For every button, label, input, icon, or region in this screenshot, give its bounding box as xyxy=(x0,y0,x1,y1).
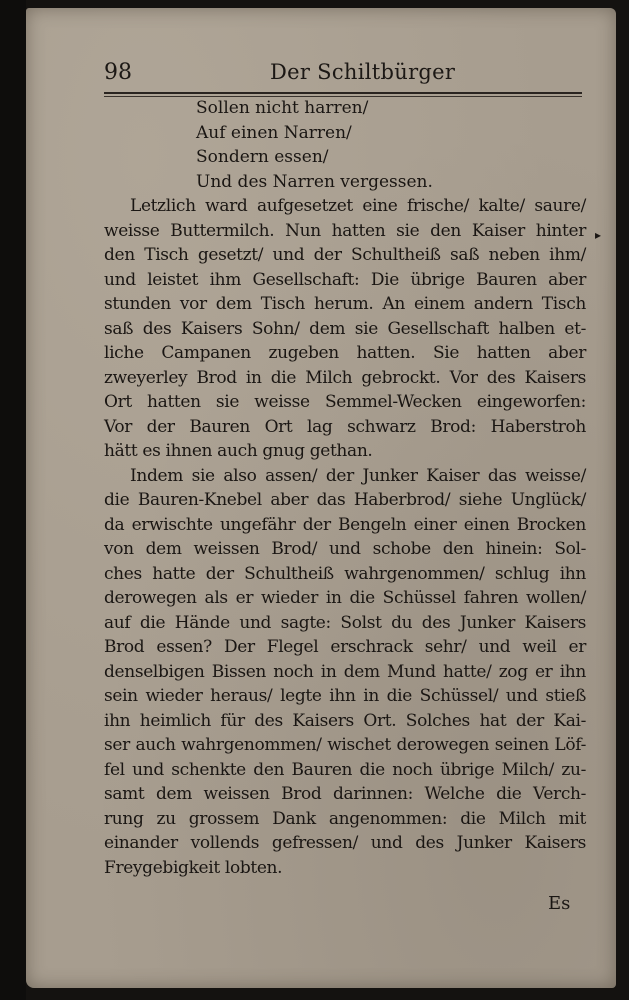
paragraph-line: weisse Buttermilch. Nun hatten sie den Kaiser hinter xyxy=(104,220,586,241)
paragraph-line: von dem weissen Brod/ und schobe den hinein: Sol- xyxy=(104,539,586,559)
verse-line: Sollen nicht harren/ xyxy=(196,98,369,118)
running-title: Der Schiltbürger xyxy=(270,60,456,84)
page-number: 98 xyxy=(104,60,132,85)
paragraph-line: und leistet ihm Gesellschaft: Die übrige Bauren aber xyxy=(104,269,586,290)
paragraph-line: zweyerley Brod in die Milch gebrockt. Vor des Kaisers xyxy=(104,367,586,388)
paragraph-line: Freygebigkeit lobten. xyxy=(104,857,283,878)
paragraph-line: den Tisch gesetzt/ und der Schultheiß saß neben ihm/ xyxy=(104,245,586,265)
paragraph-line: ihn heimlich für des Kaisers Ort. Solches hat der Kai- xyxy=(104,710,586,731)
paragraph-line: Letzlich ward aufgesetzet eine frische/ kalte/ saure/ xyxy=(130,196,586,216)
header-rule xyxy=(104,92,582,94)
verse-block xyxy=(104,96,586,194)
paragraph-line: ches hatte der Schultheiß wahrgenommen/ schlug ihn xyxy=(104,563,586,584)
paragraph-line: sein wieder heraus/ legte ihn in die Schüssel/ und stieß xyxy=(104,686,586,706)
catchword: Es xyxy=(548,893,571,914)
paragraph-line: liche Campanen zugeben hatten. Sie hatten aber xyxy=(104,343,586,363)
paragraph-line: derowegen als er wieder in die Schüssel fahren wollen/ xyxy=(104,588,586,608)
paragraph-line: denselbigen Bissen noch in dem Mund hatte/ zog er ihn xyxy=(104,661,586,682)
paragraph-line: fel und schenkte den Bauren die noch übrige Milch/ zu- xyxy=(104,759,586,780)
paragraph-line: ser auch wahrgenommen/ wischet derowegen seinen Löf- xyxy=(104,735,586,755)
paragraph-line: stunden vor dem Tisch herum. An einem andern Tisch xyxy=(104,294,586,314)
paragraph-line: auf die Hände und sagte: Solst du des Junker Kaisers xyxy=(104,612,586,633)
paragraph-line: Brod essen? Der Flegel erschrack sehr/ und weil er xyxy=(104,637,586,657)
paragraph-line: einander vollends gefressen/ und des Junker Kaisers xyxy=(104,833,586,853)
paragraph-line: die Bauren-Knebel aber das Haberbrod/ siehe Unglück/ xyxy=(104,490,586,510)
margin-mark: ▸ xyxy=(595,228,602,242)
paragraph-line: rung zu grossem Dank angenommen: die Milch mit xyxy=(104,808,586,829)
verse-line: Und des Narren vergessen. xyxy=(196,171,433,192)
paragraph-line: Indem sie also assen/ der Junker Kaiser das weisse/ xyxy=(130,465,586,486)
running-head xyxy=(80,54,582,90)
paragraph-line: Vor der Bauren Ort lag schwarz Brod: Haberstroh xyxy=(104,416,586,437)
verse-line: Sondern essen/ xyxy=(196,147,329,167)
page-body xyxy=(104,96,586,880)
paragraph-line: da erwischte ungefähr der Bengeln einer einen Brocken xyxy=(104,514,586,535)
verse-line: Auf einen Narren/ xyxy=(196,122,352,143)
prose-block xyxy=(104,194,586,880)
scan-background-edge xyxy=(0,0,26,1000)
paragraph-line: Ort hatten sie weisse Semmel-Wecken eingeworfen: xyxy=(104,392,586,412)
paragraph-line: samt dem weissen Brod darinnen: Welche die Verch- xyxy=(104,784,586,804)
paragraph-line: hätt es ihnen auch gnug gethan. xyxy=(104,441,373,461)
paragraph-line: saß des Kaisers Sohn/ dem sie Gesellschaft halben et- xyxy=(104,318,586,339)
